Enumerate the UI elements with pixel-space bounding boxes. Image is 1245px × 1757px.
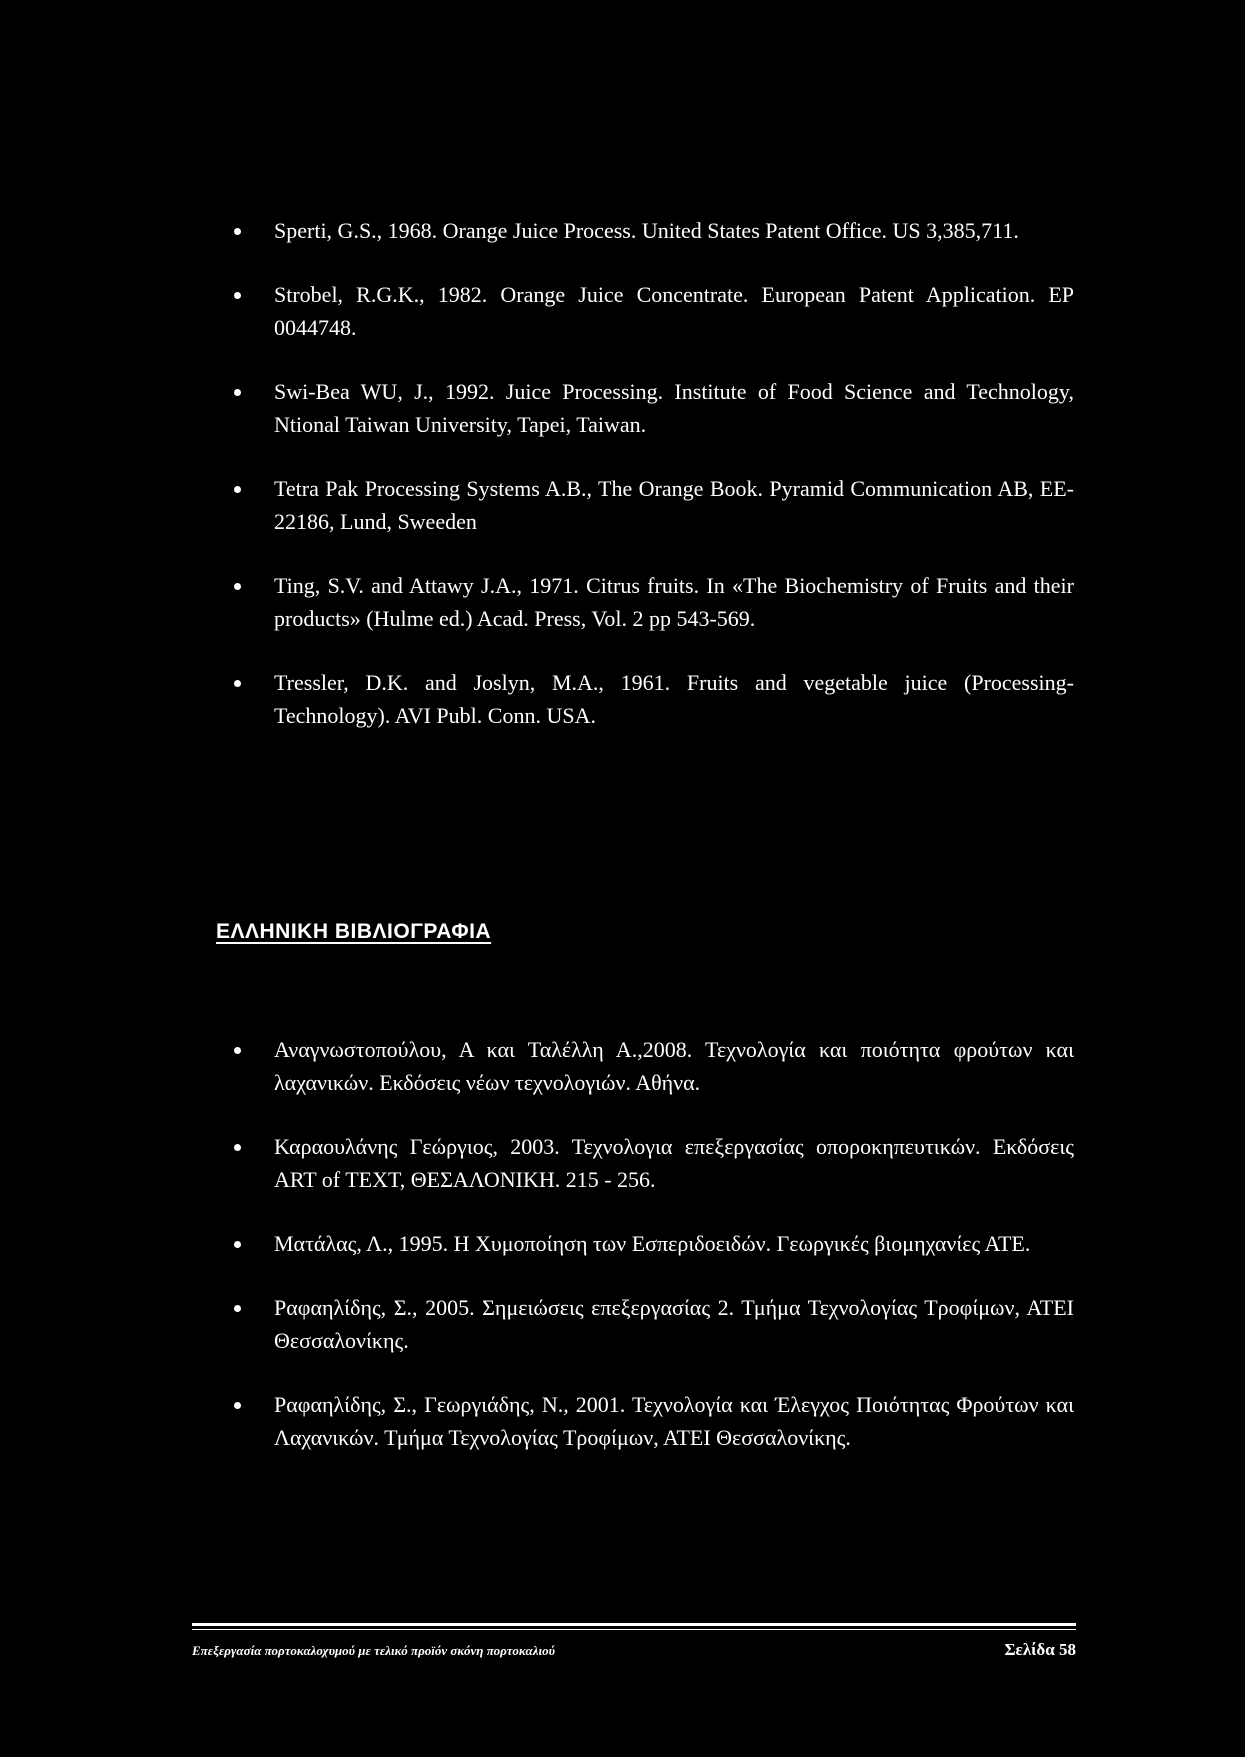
bullet-icon — [234, 486, 241, 493]
reference-item — [234, 666, 1074, 732]
bullet-icon — [234, 1144, 241, 1151]
bullet-icon — [234, 389, 241, 396]
reference-text: Ματάλας, Λ., 1995. Η Χυμοποίηση των Εσπεριδοειδών. Γεωργικές βιομηχανίες ΑΤΕ. — [274, 1231, 1031, 1256]
bullet-icon — [234, 1241, 241, 1248]
page-footer — [192, 1640, 1076, 1660]
bullet-icon — [234, 228, 241, 235]
bullet-icon — [234, 680, 241, 687]
reference-text: Καραουλάνης Γεώργιος, 2003. Τεχνολογια επεξεργασίας οπορoκηπευτικών. Εκδόσεις ART of TEXT, ΘΕΣΑΛΟΝΙΚΗ. 215 - 256. — [274, 1134, 1074, 1192]
reference-item — [234, 278, 1074, 344]
reference-item — [234, 1227, 1074, 1260]
reference-item — [234, 1388, 1074, 1454]
reference-item — [234, 214, 1074, 247]
greek-reference-list — [234, 1033, 1074, 1485]
reference-text: Tressler, D.K. and Joslyn, M.A., 1961. Fruits and vegetable juice (Processing-Technology). AVI Publ. Conn. USA. — [274, 670, 1074, 728]
reference-text: Strobel, R.G.K., 1982. Orange Juice Concentrate. European Patent Application. EP 0044748. — [274, 282, 1074, 340]
running-title: Επεξεργασία πορτοκαλοχυμού με τελικό προϊόν σκόνη πορτοκαλιού — [192, 1643, 555, 1658]
reference-text: Sperti, G.S., 1968. Orange Juice Process. United States Patent Office. US 3,385,711. — [274, 218, 1019, 243]
reference-text: Ραφαηλίδης, Σ., Γεωργιάδης, Ν., 2001. Τεχνολογία και Έλεγχος Ποιότητας Φρούτων και Λαχανικών. Τμήμα Τεχνολογίας Τροφίμων, ΑΤΕΙ Θεσσαλονίκης. — [274, 1392, 1074, 1450]
reference-text: Tetra Pak Processing Systems A.B., The Orange Book. Pyramid Communication AB, EE-22186, Lund, Sweeden — [274, 476, 1074, 534]
greek-bibliography-heading: ΕΛΛΗΝΙΚΗ ΒΙΒΛΙΟΓΡΑΦΙΑ — [216, 920, 492, 943]
bullet-icon — [234, 1402, 241, 1409]
reference-item — [234, 1033, 1074, 1099]
footer-rule-thick — [192, 1623, 1076, 1626]
footer-rule-thin — [192, 1629, 1076, 1630]
reference-item — [234, 1291, 1074, 1357]
bullet-icon — [234, 583, 241, 590]
bullet-icon — [234, 1305, 241, 1312]
reference-item — [234, 1130, 1074, 1196]
bullet-icon — [234, 1047, 241, 1054]
reference-item — [234, 375, 1074, 441]
reference-item — [234, 472, 1074, 538]
reference-text: Αναγνωστοπούλου, Α και Ταλέλλη Α.,2008. Τεχνολογία και ποιότητα φρούτων και λαχανικών. Εκδόσεις νέων τεχνολογιών. Αθήνα. — [274, 1037, 1074, 1095]
bullet-icon — [234, 292, 241, 299]
reference-text: Ραφαηλίδης, Σ., 2005. Σημειώσεις επεξεργασίας 2. Τμήμα Τεχνολογίας Τροφίμων, ΑΤΕΙ Θεσσαλονίκης. — [274, 1295, 1074, 1353]
reference-item — [234, 569, 1074, 635]
reference-text: Swi-Bea WU, J., 1992. Juice Processing. Institute of Food Science and Technology, Ntional Taiwan University, Tapei, Taiwan. — [274, 379, 1074, 437]
reference-text: Ting, S.V. and Attawy J.A., 1971. Citrus fruits. In «The Biochemistry of Fruits and their products» (Hulme ed.) Acad. Press, Vol. 2 pp 543-569. — [274, 573, 1074, 631]
footer-divider — [192, 1623, 1076, 1630]
english-reference-list — [234, 214, 1074, 763]
page-number: Σελίδα 58 — [1004, 1640, 1076, 1659]
